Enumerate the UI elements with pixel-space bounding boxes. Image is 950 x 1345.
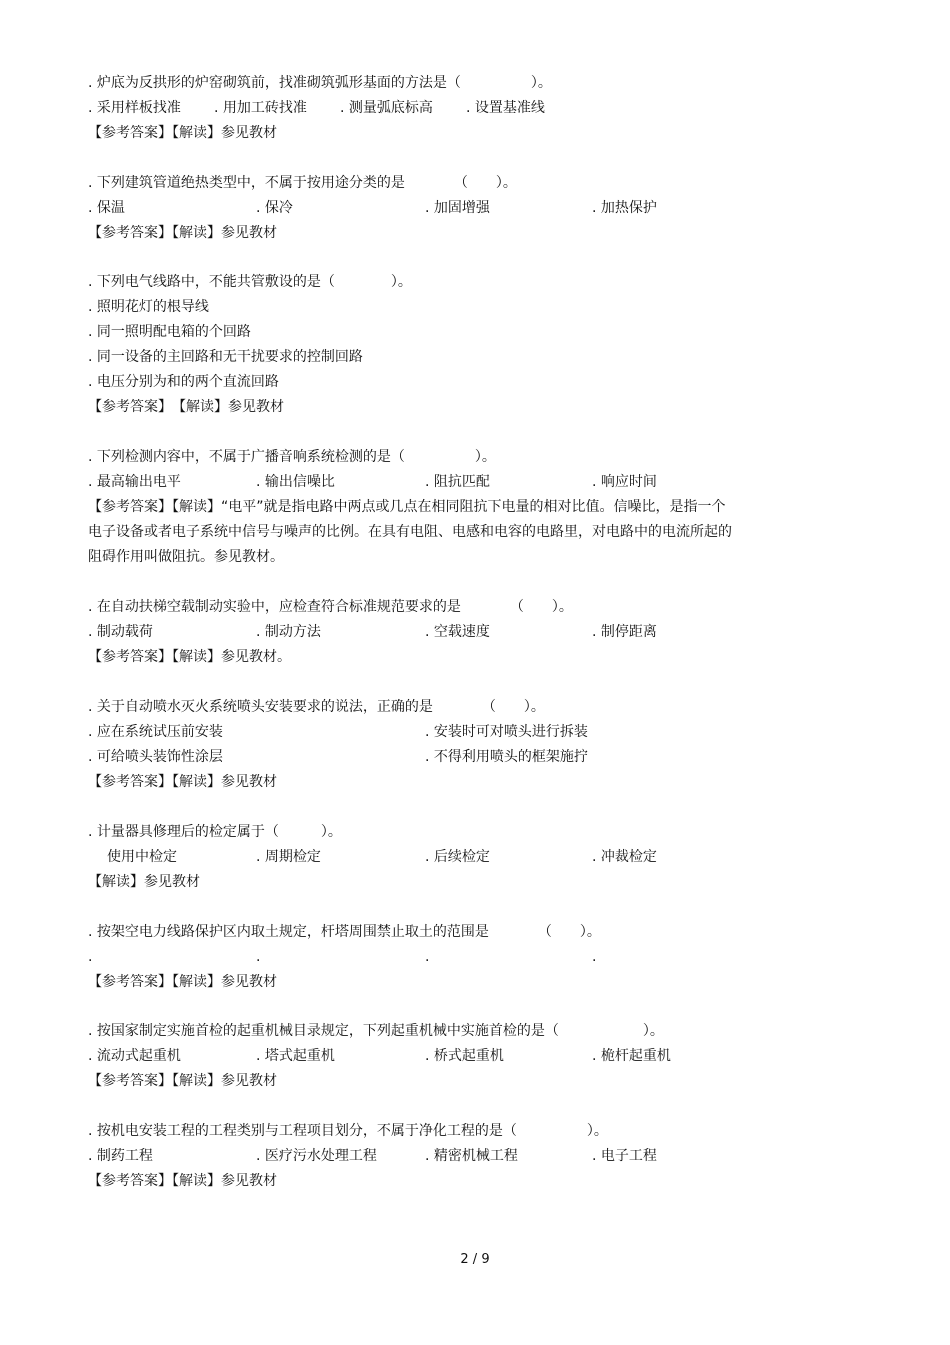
question-9-option-a: . 流动式起重机 xyxy=(88,1048,181,1064)
question-4-option-c: . 阻抗匹配 xyxy=(425,474,490,490)
question-9-option-d: . 桅杆起重机 xyxy=(592,1048,671,1064)
question-10-option-b: . 医疗污水处理工程 xyxy=(256,1148,377,1164)
question-4-stem: . 下列检测内容中，不属于广播音响系统检测的是（ ）。 xyxy=(88,449,496,465)
question-2-option-b: . 保冷 xyxy=(256,200,293,216)
question-5-option-a: . 制动载荷 xyxy=(88,624,153,640)
question-1-stem: . 炉底为反拱形的炉窑砌筑前，找准砌筑弧形基面的方法是（ ）。 xyxy=(88,75,552,91)
question-7-option-c: . 后续检定 xyxy=(425,849,490,865)
question-5-stem: . 在自动扶梯空载制动实验中，应检查符合标准规范要求的是 （ ）。 xyxy=(88,599,573,615)
question-4-answer-line-1: 【参考答案】【解读】“电平”就是指电路中两点或几点在相同阻抗下电量的相对比值。信噪比，是指一个 xyxy=(88,499,726,515)
question-9-stem: . 按国家制定实施首检的起重机械目录规定，下列起重机械中实施首检的是（ ）。 xyxy=(88,1023,664,1039)
question-6-option-a: . 应在系统试压前安装 xyxy=(88,724,223,740)
question-10-stem: . 按机电安装工程的工程类别与工程项目划分，不属于净化工程的是（ ）。 xyxy=(88,1123,608,1139)
question-1-option-a: . 采用样板找准 xyxy=(88,100,181,116)
question-9-option-c: . 桥式起重机 xyxy=(425,1048,504,1064)
question-4-option-d: . 响应时间 xyxy=(592,474,657,490)
question-9-option-b: . 塔式起重机 xyxy=(256,1048,335,1064)
question-2-option-a: . 保温 xyxy=(88,200,125,216)
question-4-option-b: . 输出信噪比 xyxy=(256,474,335,490)
question-10-option-c: . 精密机械工程 xyxy=(425,1148,518,1164)
question-1-option-c: . 测量弧底标高 xyxy=(340,100,433,116)
question-3-option-c: . 同一设备的主回路和无干扰要求的控制回路 xyxy=(88,349,363,365)
question-10-answer: 【参考答案】【解读】参见教材 xyxy=(88,1173,277,1189)
question-5-option-c: . 空载速度 xyxy=(425,624,490,640)
question-8-option-a: . xyxy=(88,949,93,965)
question-5-option-b: . 制动方法 xyxy=(256,624,321,640)
question-4-answer-line-2: 电子设备或者电子系统中信号与噪声的比例。在具有电阻、电感和电容的电路里，对电路中的电流所起的 xyxy=(88,524,732,540)
question-6-option-d: . 不得利用喷头的框架施拧 xyxy=(425,749,588,765)
question-7-answer: 【解读】参见教材 xyxy=(88,874,200,890)
question-7-option-b: . 周期检定 xyxy=(256,849,321,865)
question-5-option-d: . 制停距离 xyxy=(592,624,657,640)
question-3-option-a: . 照明花灯的根导线 xyxy=(88,299,209,315)
question-7-option-d: . 冲裁检定 xyxy=(592,849,657,865)
question-7-stem: . 计量器具修理后的检定属于（ ）。 xyxy=(88,824,342,840)
question-3-option-b: . 同一照明配电箱的个回路 xyxy=(88,324,251,340)
question-3-option-d: . 电压分别为和的两个直流回路 xyxy=(88,374,279,390)
page-number: 2 / 9 xyxy=(460,1252,490,1267)
question-10-option-a: . 制药工程 xyxy=(88,1148,153,1164)
question-8-option-d: . xyxy=(592,949,597,965)
question-9-answer: 【参考答案】【解读】参见教材 xyxy=(88,1073,277,1089)
question-4-answer-line-3: 阻碍作用叫做阻抗。参见教材。 xyxy=(88,549,284,565)
question-2-option-c: . 加固增强 xyxy=(425,200,490,216)
question-7-option-a: 使用中检定 xyxy=(107,849,177,865)
question-6-answer: 【参考答案】【解读】参见教材 xyxy=(88,774,277,790)
question-4-option-a: . 最高输出电平 xyxy=(88,474,181,490)
question-2-option-d: . 加热保护 xyxy=(592,200,657,216)
question-8-option-c: . xyxy=(425,949,430,965)
question-3-stem: . 下列电气线路中，不能共管敷设的是（ ）。 xyxy=(88,274,412,290)
question-10-option-d: . 电子工程 xyxy=(592,1148,657,1164)
question-6-option-b: . 安装时可对喷头进行拆装 xyxy=(425,724,588,740)
question-1-option-d: . 设置基准线 xyxy=(466,100,545,116)
question-5-answer: 【参考答案】【解读】参见教材。 xyxy=(88,649,291,665)
question-1-option-b: . 用加工砖找准 xyxy=(214,100,307,116)
question-6-stem: . 关于自动喷水灭火系统喷头安装要求的说法，正确的是 （ ）。 xyxy=(88,699,545,715)
question-8-stem: . 按架空电力线路保护区内取土规定，杆塔周围禁止取土的范围是 （ ）。 xyxy=(88,924,601,940)
question-6-option-c: . 可给喷头装饰性涂层 xyxy=(88,749,223,765)
question-8-answer: 【参考答案】【解读】参见教材 xyxy=(88,974,277,990)
question-2-stem: . 下列建筑管道绝热类型中，不属于按用途分类的是 （ ）。 xyxy=(88,175,517,191)
question-1-answer: 【参考答案】【解读】参见教材 xyxy=(88,125,277,141)
question-2-answer: 【参考答案】【解读】参见教材 xyxy=(88,225,277,241)
question-8-option-b: . xyxy=(256,949,261,965)
question-3-answer: 【参考答案】 【解读】参见教材 xyxy=(88,399,284,415)
